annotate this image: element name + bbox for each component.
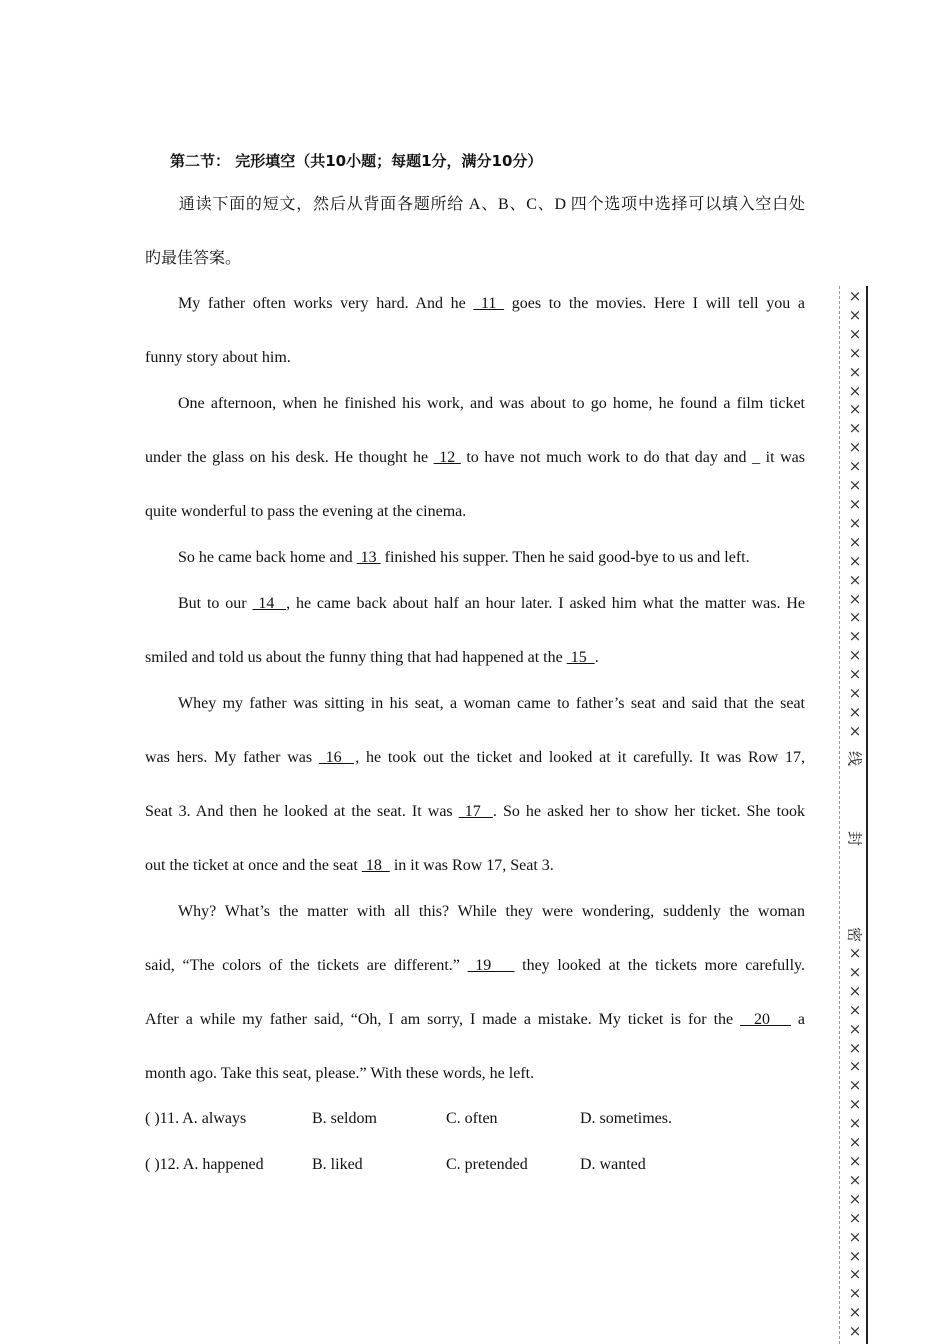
cross-mark: × xyxy=(848,702,862,721)
passage-paragraph-5-line-4: out the ticket at once and the seat 18 in it was Row 17, Seat 3. xyxy=(145,857,554,874)
cross-mark: × xyxy=(848,513,862,532)
cross-mark: × xyxy=(848,476,862,495)
cross-mark: × xyxy=(848,438,862,457)
passage-paragraph-4: But to our 14 , he came back about half an hour later. I asked him what the matter was. He xyxy=(178,595,806,612)
blank-20: 20 xyxy=(740,1011,791,1028)
question-12-option-d[interactable]: D. wanted xyxy=(580,1156,646,1173)
cross-mark: × xyxy=(848,1265,862,1284)
binding-label-line: 线 xyxy=(845,750,864,766)
cross-mark: × xyxy=(848,457,862,476)
blank-13: 13 xyxy=(356,549,381,566)
cross-mark: × xyxy=(848,1322,862,1341)
cross-mark: × xyxy=(848,1095,862,1114)
question-11-option-a[interactable]: ( )11. A. always xyxy=(145,1110,247,1127)
cross-mark: × xyxy=(848,324,862,343)
question-11-option-d[interactable]: D. sometimes. xyxy=(580,1110,672,1127)
cross-mark: × xyxy=(848,721,862,740)
instruction-line-2: 旳最佳答案。 xyxy=(145,250,242,267)
cross-mark: × xyxy=(848,962,862,981)
cross-mark: × xyxy=(848,944,862,962)
binding-cross-marks-bottom xyxy=(846,944,864,1341)
passage-paragraph-6-line-4: month ago. Take this seat, please.” With these words, he left. xyxy=(145,1065,535,1082)
question-11-option-b[interactable]: B. seldom xyxy=(312,1110,377,1127)
passage-paragraph-2-line-2: under the glass on his desk. He thought he 12 to have not much work to do that day and _ it was xyxy=(145,449,806,466)
cross-mark: × xyxy=(848,646,862,665)
cross-mark: × xyxy=(848,419,862,438)
passage-paragraph-5-line-3: Seat 3. And then he looked at the seat. It was 17 . So he asked her to show her ticket. She took xyxy=(145,803,806,820)
cross-mark: × xyxy=(848,400,862,419)
cross-mark: × xyxy=(848,1303,862,1322)
cross-mark: × xyxy=(848,1057,862,1076)
blank-12: 12 xyxy=(433,449,461,466)
passage-paragraph-2: One afternoon, when he finished his work, and was about to go home, he found a film ticket xyxy=(178,395,805,412)
cross-mark: × xyxy=(848,1246,862,1265)
cross-mark: × xyxy=(848,589,862,608)
passage-paragraph-5: Whey my father was sitting in his seat, a woman came to father’s seat and said that the seat xyxy=(178,695,805,712)
binding-label-secret: 密 xyxy=(845,926,864,942)
passage-paragraph-6-line-2: said, “The colors of the tickets are different.” 19 they looked at the tickets more carefully. xyxy=(145,957,806,974)
passage-paragraph-2-line-3: quite wonderful to pass the evening at the cinema. xyxy=(145,503,467,520)
passage-paragraph-1: My father often works very hard. And he 11 goes to the movies. Here I will tell you a xyxy=(178,295,805,312)
cross-mark: × xyxy=(848,1151,862,1170)
cross-mark: × xyxy=(848,532,862,551)
cross-mark: × xyxy=(848,627,862,646)
instruction-line-1: 通读下面的短文，然后从背面各题所给 A、B、C、D 四个选项中选择可以填入空白处 xyxy=(178,196,805,213)
blank-16: 16 , xyxy=(318,749,360,766)
cross-mark: × xyxy=(848,684,862,703)
cross-mark: × xyxy=(848,1076,862,1095)
passage-paragraph-1-cont: funny story about him. xyxy=(145,349,291,366)
binding-cross-marks-top xyxy=(846,287,864,741)
blank-19: 19 xyxy=(467,957,515,974)
cross-mark: × xyxy=(848,570,862,589)
question-12-option-a[interactable]: ( )12. A. happened xyxy=(145,1156,264,1173)
cross-mark: × xyxy=(848,343,862,362)
cross-mark: × xyxy=(848,494,862,513)
question-12-option-b[interactable]: B. liked xyxy=(312,1156,363,1173)
cross-mark: × xyxy=(848,1227,862,1246)
passage-paragraph-3: So he came back home and 13 finished his supper. Then he said good-bye to us and left. xyxy=(178,549,750,566)
section-title: 第二节： 完形填空（共10小题；每题1分，满分10分） xyxy=(170,152,543,170)
cross-mark: × xyxy=(848,1189,862,1208)
cross-mark: × xyxy=(848,362,862,381)
binding-solid-line xyxy=(866,286,868,1344)
cross-mark: × xyxy=(848,1133,862,1152)
blank-11: 11 xyxy=(473,295,505,312)
question-11-option-c[interactable]: C. often xyxy=(446,1110,498,1127)
binding-dashed-line xyxy=(839,286,840,1344)
cross-mark: × xyxy=(848,1038,862,1057)
passage-paragraph-5-line-2: was hers. My father was 16 , he took out the ticket and looked at it carefully. It was Row 17, xyxy=(145,749,805,766)
cross-mark: × xyxy=(848,305,862,324)
cross-mark: × xyxy=(848,981,862,1000)
question-12-option-c[interactable]: C. pretended xyxy=(446,1156,528,1173)
passage-paragraph-6: Why? What’s the matter with all this? While they were wondering, suddenly the woman xyxy=(178,903,805,920)
cross-mark: × xyxy=(848,1114,862,1133)
cross-mark: × xyxy=(848,1170,862,1189)
blank-17: 17 xyxy=(458,803,493,820)
cross-mark: × xyxy=(848,381,862,400)
cross-mark: × xyxy=(848,287,862,305)
cross-mark: × xyxy=(848,1000,862,1019)
passage-paragraph-4-line-2: smiled and told us about the funny thing that had happened at the 15 . xyxy=(145,649,599,666)
passage-paragraph-6-line-3: After a while my father said, “Oh, I am sorry, I made a mistake. My ticket is for the 20 a xyxy=(145,1011,806,1028)
cross-mark: × xyxy=(848,1208,862,1227)
blank-15: 15 xyxy=(566,649,595,666)
blank-14: 14 xyxy=(252,595,287,612)
blank-18: 18 xyxy=(361,857,390,874)
cross-mark: × xyxy=(848,665,862,684)
binding-label-seal: 封 xyxy=(845,830,864,846)
cross-mark: × xyxy=(848,551,862,570)
cross-mark: × xyxy=(848,1019,862,1038)
cross-mark: × xyxy=(848,608,862,627)
cross-mark: × xyxy=(848,1284,862,1303)
